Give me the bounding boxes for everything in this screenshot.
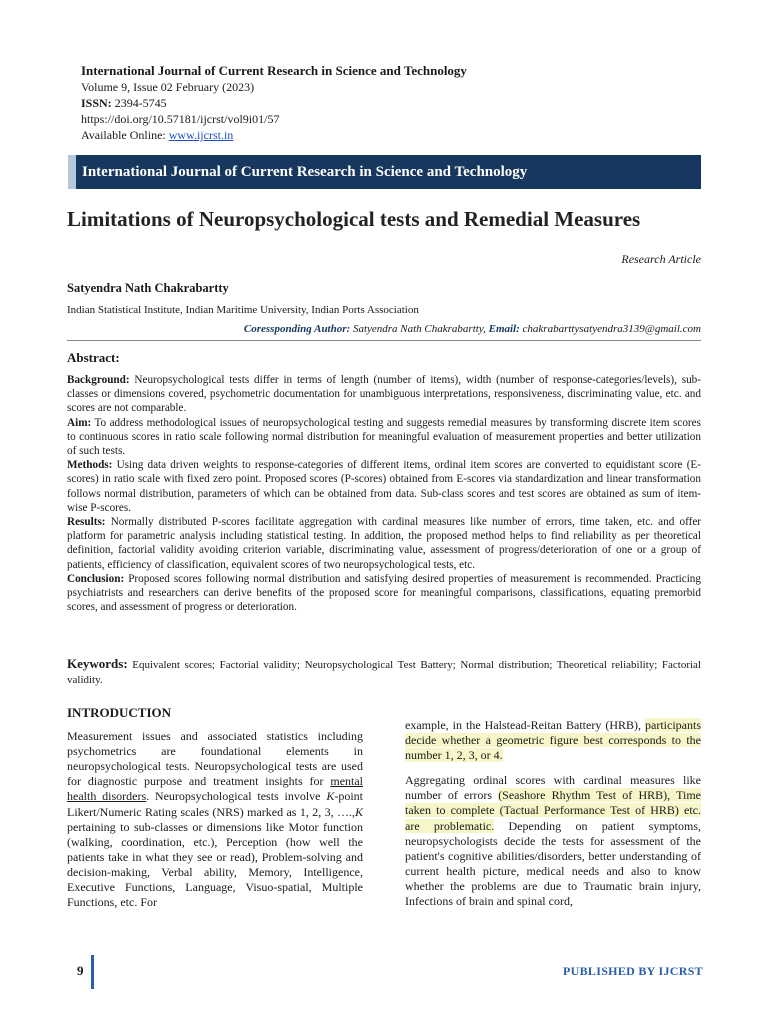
masthead — [81, 63, 701, 143]
intro-paragraph-3 — [405, 773, 701, 909]
author-email: chakrabarttysatyendra3139@gmail.com — [522, 323, 701, 335]
issn-line — [81, 95, 701, 111]
intro-p1-text-c: -point Likert/Numeric Rating scales (NRS) marked as 1, 2, 3, …., — [67, 789, 364, 819]
journal-website-link[interactable]: www.ijcrst.in — [168, 128, 234, 142]
doi-line: https://doi.org/10.57181/ijcrst/vol9i01/57 — [81, 112, 280, 126]
abstract-background — [67, 373, 701, 416]
keywords-text: Equivalent scores; Factorial validity; Neuropsychological Test Battery; Normal distribution; Theoretical reliability; Factorial validity. — [67, 659, 701, 686]
intro-right-column — [405, 718, 701, 919]
online-line — [81, 127, 701, 143]
abstract-heading: Abstract: — [67, 350, 120, 365]
intro-heading: INTRODUCTION — [67, 705, 172, 720]
article-type: Research Article — [621, 252, 701, 266]
intro-p3-text-b: Depending on patient symptoms, neuropsychologists decide the tests for assessment of the patient's cognitive abilities/disorders, better understanding of current health picture, medical needs and also to know whether the problems are due to Traumatic brain injury, Infections of brain and spinal cord, — [405, 818, 701, 909]
methods-text: Using data driven weights to response-categories of different items, ordinal item scores are converted to equidistant score (E-scores) in ratio scale with fixed zero point. Proposed scores (P-scores) obtained from E-scores via standardization and linear transformation follows normal distribution, parameters of which can be obtained from data. Sub-class scores and test scores are obtained as sum of item-wise P-scores. — [67, 459, 701, 514]
keywords — [67, 656, 701, 688]
header-divider — [67, 340, 701, 341]
aim-text: To address methodological issues of neuropsychological testing and suggests remedial measures by transforming discrete item scores to continuous scores in ratio scale following normal distribution for meaningful evaluation of measurement properties and better utilization of such tests. — [67, 416, 701, 458]
corresponding-author — [244, 323, 701, 335]
intro-p3-highlight: (Seashore Rhythm Test of HRB), Time taken to complete (Tactual Performance Test of HRB) etc. are problematic. — [405, 788, 702, 833]
author-affiliation: Indian Statistical Institute, Indian Maritime University, Indian Ports Association — [67, 304, 419, 316]
intro-p2-highlight: participants decide whether a geometric figure best corresponds to the number 1, 2, 3, or 4. — [405, 718, 701, 763]
intro-p3-text-a: Aggregating ordinal scores with cardinal measures like number of errors — [405, 773, 701, 803]
intro-paragraph-1 — [67, 729, 363, 910]
intro-p1-text-d: pertaining to sub-classes or dimensions like Motor function (walking, coordination, etc.), Perception (how well the patients take in what they see or read), Problem-solving and decision-making, Verbal ability, Memory, Intelligence, Executive Functions, Language, Visuo-spatial, Multiple Functions, etc. For — [67, 819, 363, 910]
journal-banner: International Journal of Current Research in Science and Technology — [68, 155, 701, 189]
results-label: Results: — [67, 516, 106, 529]
keywords-label: Keywords: — [67, 656, 128, 671]
issn-label: ISSN: — [81, 96, 112, 110]
intro-p1-k2: K — [354, 804, 363, 819]
intro-p2-text: example, in the Halstead-Reitan Battery (HRB), — [405, 718, 641, 732]
abstract-aim — [67, 416, 701, 459]
methods-label: Methods: — [67, 459, 113, 472]
background-label: Background: — [67, 374, 130, 386]
online-label: Available Online: — [81, 128, 166, 142]
intro-left-column — [67, 705, 363, 920]
corr-name: Satyendra Nath Chakrabartty, — [352, 323, 486, 335]
author-name: Satyendra Nath Chakrabartty — [67, 281, 229, 295]
aim-label: Aim: — [67, 416, 92, 429]
intro-paragraph-2 — [405, 718, 701, 763]
conclusion-label: Conclusion: — [67, 572, 125, 585]
abstract-results — [67, 515, 701, 572]
mental-health-link[interactable]: mental health disorders — [67, 774, 364, 804]
footer-divider — [91, 955, 94, 989]
journal-name: International Journal of Current Research in Science and Technology — [81, 63, 467, 78]
email-label: Email: — [488, 323, 520, 335]
conclusion-text: Proposed scores following normal distribution and satisfying desired properties of measurement is recommended. Practicing psychiatrists and researchers can derive benefits of the proposed score for meaningful comparisons, classifications, equating premorbid scores, and assessment of progress or deterioration. — [67, 572, 701, 614]
results-text: Normally distributed P-scores facilitate aggregation with cardinal measures like number of errors, time taken, etc. and offer platform for parametric analysis including statistical testing. In addition, the proposed method helps to find reliability as per theoretical definition, factorial validity avoiding criterion variable, discriminating value, assessment of progress/deterioration of one or a group of patients, efficiency of classification, equivalent scores of two neuropsychological tests, etc. — [67, 516, 702, 571]
abstract-body — [67, 373, 701, 614]
publisher-label: PUBLISHED BY IJCRST — [563, 964, 703, 978]
page-number: 9 — [77, 963, 84, 978]
intro-p1-text-a: Measurement issues and associated statistics including psychometrics are foundational elements in neuropsychological tests. Neuropsychological tests are used for diagnostic purpose and treatment insights for — [67, 729, 363, 789]
volume-info: Volume 9, Issue 02 February (2023) — [81, 80, 255, 94]
intro-p1-k1: K — [326, 789, 335, 804]
corr-label: Coressponding Author: — [243, 323, 351, 335]
abstract-conclusion — [67, 572, 701, 615]
background-text: Neuropsychological tests differ in terms of length (number of items), width (number of response-categories/levels), sub-classes or dimensions covered, psychometric documentation for unambiguous interpretations, responsiveness, discriminating value, etc. and scores are not comparable. — [67, 374, 702, 415]
issn-value: 2394-5745 — [114, 96, 167, 110]
abstract-methods — [67, 458, 701, 515]
intro-p1-text-b: . Neuropsychological tests involve — [146, 789, 321, 804]
article-title: Limitations of Neuropsychological tests and Remedial Measures — [67, 207, 641, 231]
